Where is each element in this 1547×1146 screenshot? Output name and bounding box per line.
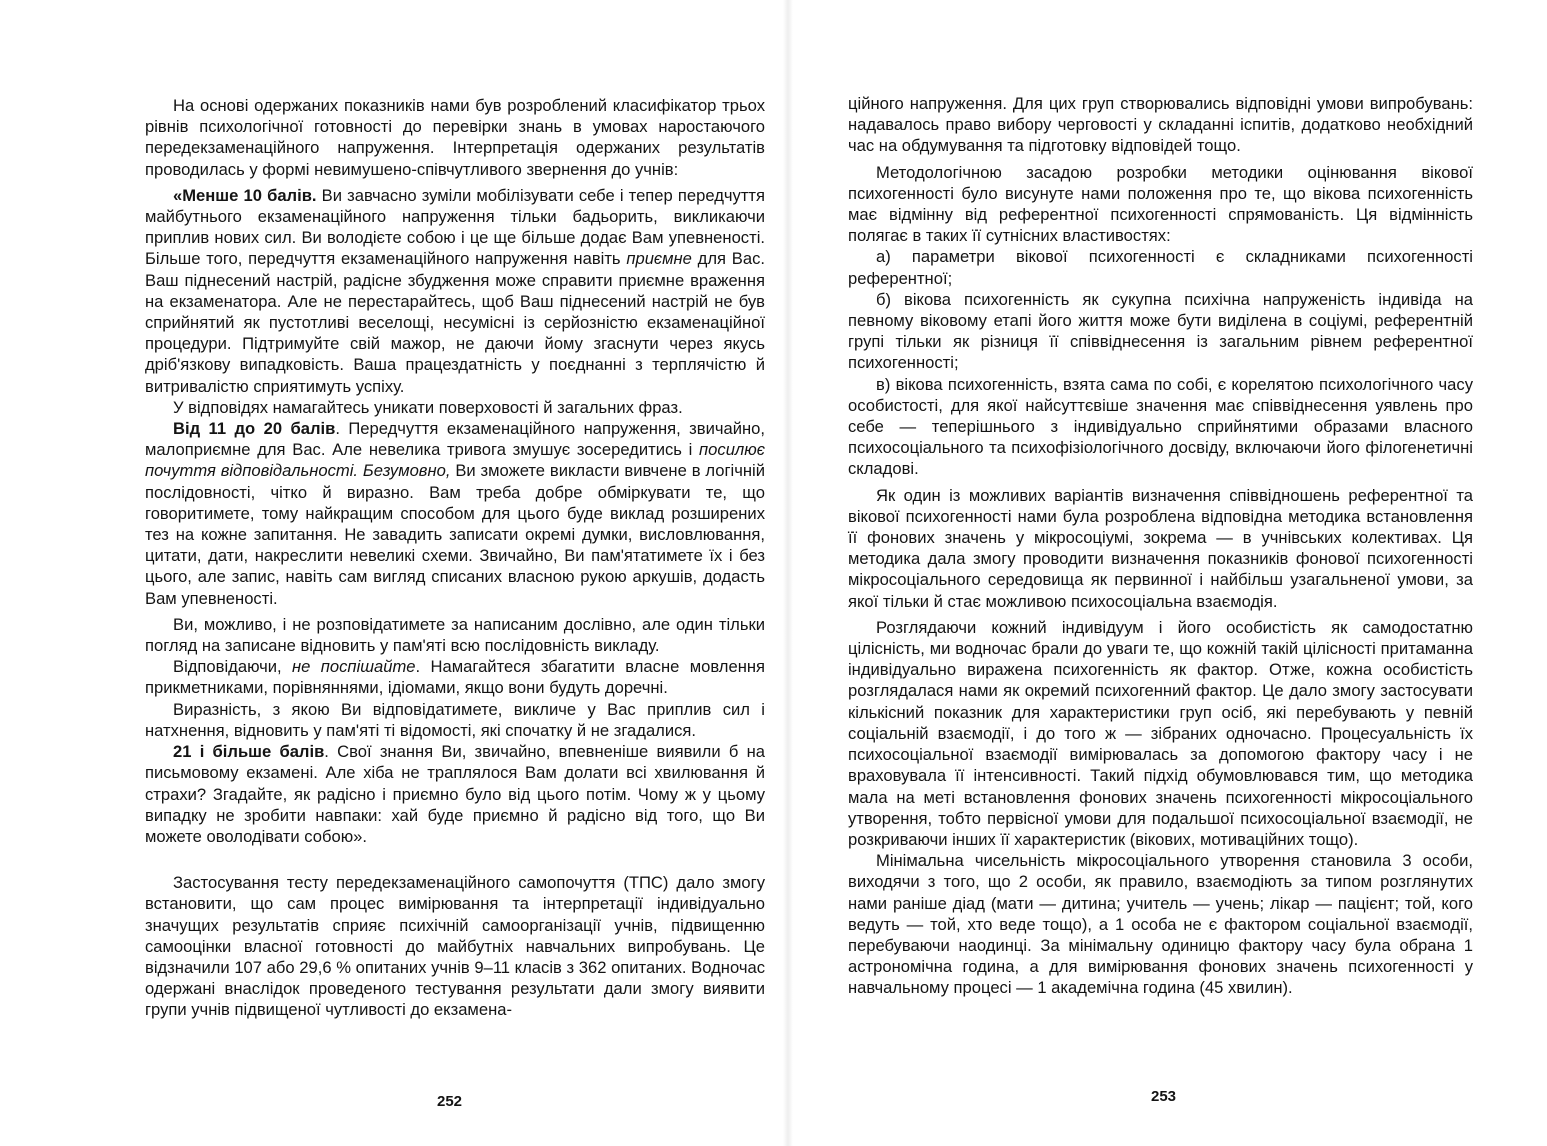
- score-range-heading: 21 і більше балів: [173, 742, 325, 762]
- italic-text: посилює почуття відповідальності. Безумовно,: [145, 440, 765, 481]
- italic-text: не поспішайте: [292, 657, 416, 677]
- paragraph: б) вікова психогенність як сукупна психічна напруженість індивіда на певному віковому етапі його життя може бути виділена в соціумі, референтній групі тільки як різниця її співвіднесення із загальним рівнем референтної психогенності;: [848, 289, 1473, 373]
- score-range-heading: Від 11 до 20 балів: [173, 419, 336, 439]
- page-number: 253: [1151, 1088, 1177, 1105]
- right-page: [790, 0, 1547, 1146]
- page-number: 252: [437, 1093, 463, 1110]
- text-run: . Свої знання Ви, звичайно, впевненіше виявили б на письмовому екзамені. Але хіба не траплялося Вам долати всі хвилювання й страхи? Згадайте, як радісно і приємно було від цього потім. Чому ж у цьому випадку не зробити навпаки: хай буде приємно й радісно від того, що Ви можете оволодівати собою».: [145, 742, 765, 846]
- paragraph: Як один із можливих варіантів визначення співвідношень референтної та вікової психогенності нами була розроблена відповідна методика встановлення її фонових значень у мікросоціумі, зокрема — в учнівських колективах. Ця методика дала змогу проводити визначення показників фонової психогенності мікросоціального середовища як первинної і найбільш узагальненої умови, за якої тільки й стає можливою психосоціальна взаємодія.: [848, 485, 1473, 611]
- paragraph: ційного напруження. Для цих груп створювались відповідні умови випробувань: надавалось право вибору черговості у складанні іспитів, додатково необхідний час на обдумування та підготовку відповідей тощо.: [848, 94, 1473, 156]
- score-range-heading: «Менше 10 балів.: [173, 185, 317, 205]
- paragraph: У відповідях намагайтесь уникати поверховості й загальних фраз.: [173, 397, 683, 417]
- text-run: Ви завчасно зуміли мобілізувати себе і тепер передчуття майбутнього екзаменаційного напруження тільки бадьорить, викликаючи приплив нових сил. Ви володієте собою і це ще більше додає Вам упевненості. Більше того, передчуття екзаменаційного напруження навіть: [145, 185, 766, 269]
- paragraph: [145, 185, 765, 397]
- paragraph: а) параметри вікової психогенності є складниками психогенності референтної;: [848, 247, 1473, 288]
- text-run: Ви зможете викласти вивчене в логічній послідовності, чітко й виразно. Вам треба добре обміркувати те, що говоритимете, тому найкращим способом для цього буде виклад розширених тез на кожне запитання. Не завадить записати окремі думки, висловлювання, цитати, дати, накреслити невеликі схеми. Звичайно, Ви пам'ятатимете їх і без цього, але запис, навіть сам вигляд списаних власною рукою аркушів, додасть Вам упевненості.: [145, 461, 765, 608]
- paragraph: Мінімальна чисельність мікросоціального утворення становила 3 особи, виходячи з того, що 2 особи, як правило, взаємодіють за типом розглянутих нами раніше діад (мати — дитина; учитель — учень; лікар — пацієнт; той, кого ведуть — той, хто веде тощо), а 1 особа не є фактором соціальної взаємодії, перебуваючи наодинці. За мінімальну одиницю фактору часу була обрана 1 астрономічна година, а для вимірювання фонових значень психогенності у навчальному процесі — 1 академічна година (45 хвилин).: [848, 851, 1473, 998]
- paragraph: На основі одержаних показників нами був розроблений класифікатор трьох рівнів психологічної готовності до перевірки знань в умовах наростаючого передекзаменаційного напруження. Інтерпретація одержаних результатів проводилась у формі невимушено-співчутливого звернення до учнів:: [145, 96, 765, 179]
- italic-text: приємне: [626, 249, 692, 269]
- paragraph: [145, 418, 765, 609]
- left-page-text: [145, 95, 765, 1021]
- paragraph: Методологічною засадою розробки методики оцінювання вікової психогенності було висунуте нами положення про те, що вікова психогенність має відмінну від референтної психогенності спрямованість. Ця відмінність полягає в таких її сутнісних властивостях:: [848, 162, 1473, 246]
- text-run: для Вас. Ваш піднесений настрій, радісне збудження може справити приємне враження на екзаменатора. Але не перестарайтесь, щоб Ваш піднесений настрій не був сприйнятий як пустотливі веселощі, несумісні із серйозністю екзаменаційної процедури. Підтримуйте свій мажор, не даючи йому згаснути через якусь дріб'язкову випадковість. Ваша працездатність у поєднанні з терплячістю й витривалістю сприятимуть успіху.: [145, 249, 765, 396]
- text-run: Відповідаючи,: [173, 657, 293, 677]
- paragraph: Розглядаючи кожний індивідуум і його особистість як самодостатню цілісність, ми водночас брали до уваги те, що кожній такій цілісності притаманна індивідуально виражена психогенність як фактор. Отже, кожна особистість розглядалася нами як окремий психогенний фактор. Це дало змогу застосувати кількісний показник для характеристики груп осіб, які перебувають у певній соціальній взаємодії, і до того ж — зібраних одночасно. Процесуальність їх психосоціальної взаємодії вимірювалась за допомогою фактору часу і не враховувала її інтенсивності. Такий підхід обумовлювався тим, що методика мала на меті встановлення фонових значень психогенності мікросоціального утворення, тобто первісної умови для подальшої психосоціальної взаємодії, не розкриваючи інших її характеристик (вікових, мотиваційних тощо).: [848, 617, 1473, 849]
- paragraph: Виразність, з якою Ви відповідатимете, викличе у Вас приплив сил і натхнення, відновить у пам'яті ті відомості, які спочатку й не згадалися.: [145, 699, 765, 740]
- paragraph: [145, 741, 765, 847]
- text-run: . Намагайтеся збагатити власне мовлення прикметниками, порівняннями, ідіомами, якщо вони будуть доречні.: [145, 657, 766, 698]
- right-page-text: [848, 93, 1473, 999]
- paragraph: Застосування тесту передекзаменаційного самопочуття (ТПС) дало змогу встановити, що сам процес вимірювання та інтерпретації індивідуально значущих результатів сприяє психічній самоорганізації учнів, підвищенню самооцінки власної готовності до майбутніх навчальних випробувань. Це відзначили 107 або 29,6 % опитаних учнів 9–11 класів з 362 опитаних. Водночас одержані внаслідок проведеного тестування результати дали змогу виявити групи учнів підвищеної чутливості до екзамена-: [145, 873, 765, 1020]
- text-run: . Передчуття екзаменаційного напруження, звичайно, малоприємне для Вас. Але невелика тривога змушує зосередитись і: [145, 419, 765, 460]
- paragraph: Ви, можливо, і не розповідатимете за написаним дослівно, але один тільки погляд на записане відновить у пам'яті всю послідовність викладу.: [145, 614, 765, 656]
- paragraph: в) вікова психогенність, взята сама по собі, є корелятою психологічного часу особистості, для якої найсуттєвіше значення має співвіднесення уявлень про себе — теперішнього з індивідуально сприйнятими образами власного психосоціального та психофізіологічного досвіду, включаючи його філогенетичні складові.: [848, 374, 1473, 479]
- paragraph: [145, 656, 765, 698]
